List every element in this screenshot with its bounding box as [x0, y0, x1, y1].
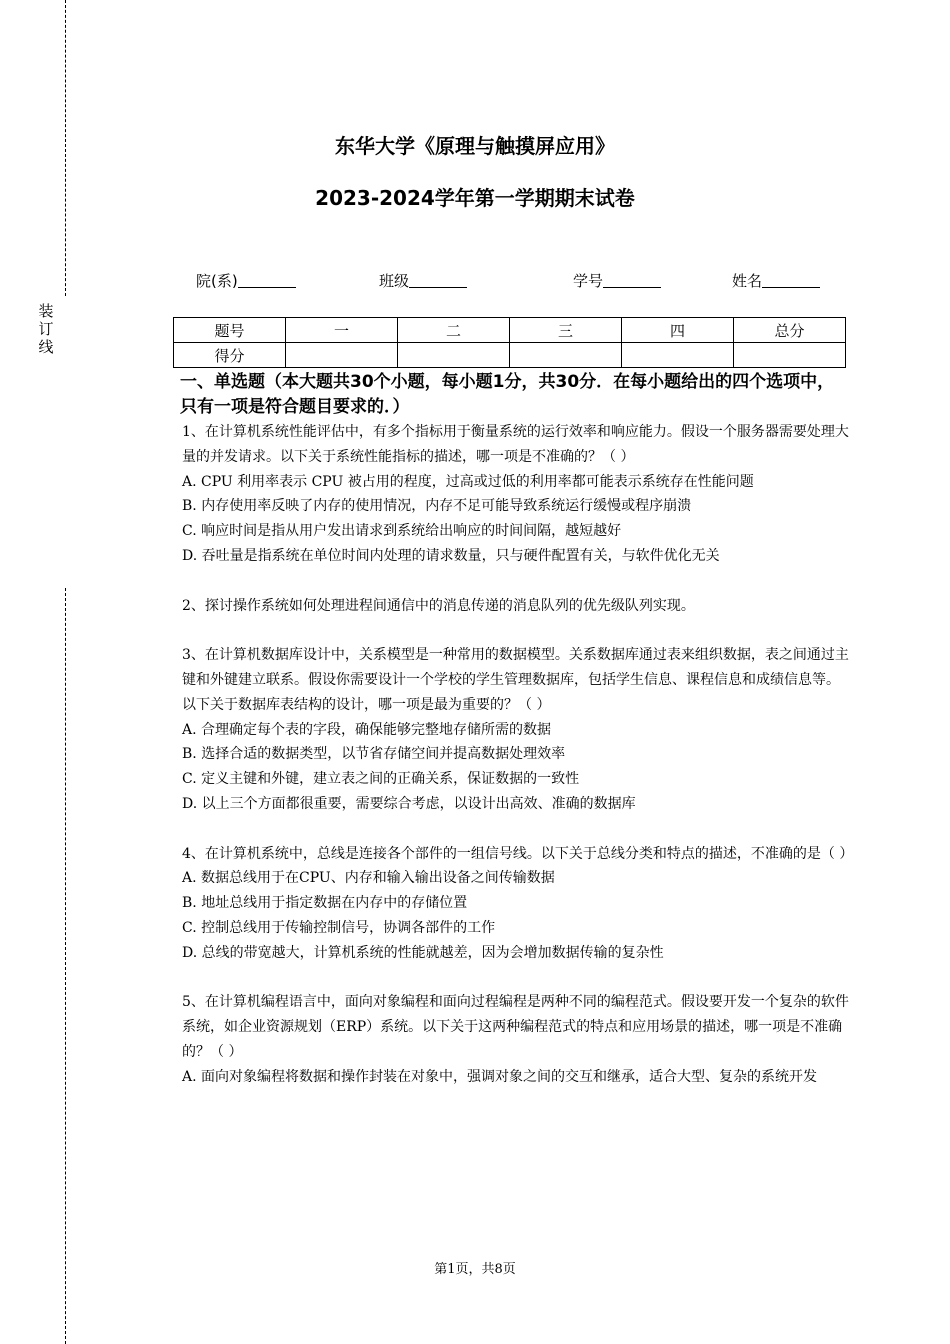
score-cell[interactable] [622, 343, 734, 368]
paragraph-gap [182, 966, 850, 991]
binding-label: 装订线 [38, 302, 54, 356]
department-label: 院(系) [196, 272, 238, 290]
score-header-cell: 总分 [734, 318, 846, 343]
question-option: D. 以上三个方面都很重要，需要综合考虑，以设计出高效、准确的数据库 [182, 795, 636, 812]
score-header-cell: 三 [510, 318, 622, 343]
department-blank[interactable] [238, 273, 296, 288]
department-field [196, 270, 296, 291]
question-option: C. 定义主键和外键，建立表之间的正确关系，保证数据的一致性 [182, 771, 580, 788]
paragraph-gap [182, 569, 850, 594]
class-label: 班级 [379, 272, 410, 290]
score-header-cell: 题号 [174, 318, 286, 343]
student-id-label: 学号 [573, 272, 604, 290]
question-option: C. 控制总线用于传输控制信号，协调各部件的工作 [182, 919, 496, 936]
score-cell[interactable] [398, 343, 510, 368]
score-header-cell: 二 [398, 318, 510, 343]
exam-title: 东华大学《原理与触摸屏应用》 [335, 134, 615, 158]
score-cell[interactable] [286, 343, 398, 368]
question-stem: 5、在计算机编程语言中，面向对象编程和面向过程编程是两种不同的编程范式。假设要开发一个复杂的软件系统，如企业资源规划（ERP）系统。以下关于这两种编程范式的特点和应用场景的描述，哪一项是不准确的？（ ） [182, 994, 849, 1060]
question-option: A. 合理确定每个表的字段，确保能够完整地存储所需的数据 [182, 721, 552, 738]
binding-dashed-line-bottom [65, 588, 66, 1344]
section-heading: 一、单选题（本大题共30个小题，每小题1分，共30分．在每小题给出的四个选项中，只有一项是符合题目要求的．） [180, 372, 835, 417]
paragraph-gap [182, 817, 850, 842]
score-table-header-row [174, 318, 846, 343]
question-option: B. 地址总线用于指定数据在内存中的存储位置 [182, 895, 468, 912]
student-id-blank[interactable] [603, 273, 661, 288]
score-header-cell: 一 [286, 318, 398, 343]
question-option: B. 选择合适的数据类型，以节省存储空间并提高数据处理效率 [182, 746, 566, 763]
question-option: D. 吞吐量是指系统在单位时间内处理的请求数量，只与硬件配置有关，与软件优化无关 [182, 547, 720, 564]
question-stem: 4、在计算机系统中，总线是连接各个部件的一组信号线。以下关于总线分类和特点的描述，不准确的是（ ） [182, 845, 854, 862]
student-id-field [573, 270, 661, 291]
questions-area [182, 420, 854, 1090]
score-table-score-row [174, 343, 846, 368]
score-cell[interactable] [510, 343, 622, 368]
page-footer: 第1页，共8页 [434, 1262, 516, 1277]
score-row-label: 得分 [174, 343, 286, 368]
score-header-cell: 四 [622, 318, 734, 343]
name-field [732, 270, 820, 291]
exam-subtitle: 2023-2024学年第一学期期末试卷 [315, 186, 635, 210]
question-option: A. 面向对象编程将数据和操作封装在对象中，强调对象之间的交互和继承，适合大型、复杂的系统开发 [182, 1068, 818, 1085]
question-option: A. 数据总线用于在CPU、内存和输入输出设备之间传输数据 [182, 870, 555, 887]
score-table [173, 317, 846, 368]
question-stem: 2、探讨操作系统如何处理进程间通信中的消息传递的消息队列的优先级队列实现。 [182, 597, 695, 614]
name-blank[interactable] [762, 273, 820, 288]
question-stem: 1、在计算机系统性能评估中，有多个指标用于衡量系统的运行效率和响应能力。假设一个服务器需要处理大量的并发请求。以下关于系统性能指标的描述，哪一项是不准确的？（ ） [182, 424, 849, 465]
question-option: C. 响应时间是指从用户发出请求到系统给出响应的时间间隔，越短越好 [182, 523, 622, 540]
score-cell[interactable] [734, 343, 846, 368]
name-label: 姓名 [732, 272, 763, 290]
paragraph-gap [182, 618, 850, 643]
question-option: B. 内存使用率反映了内存的使用情况，内存不足可能导致系统运行缓慢或程序崩溃 [182, 498, 692, 515]
question-option: D. 总线的带宽越大，计算机系统的性能就越差，因为会增加数据传输的复杂性 [182, 944, 664, 961]
class-blank[interactable] [409, 273, 467, 288]
question-option: A. CPU 利用率表示 CPU 被占用的程度，过高或过低的利用率都可能表示系统存在性能问题 [182, 473, 754, 490]
class-field [379, 270, 467, 291]
question-stem: 3、在计算机数据库设计中，关系模型是一种常用的数据模型。关系数据库通过表来组织数据，表之间通过主键和外键建立联系。假设你需要设计一个学校的学生管理数据库，包括学生信息、课程信息和成绩信息等。以下关于数据库表结构的设计，哪一项是最为重要的？（ ） [182, 647, 849, 713]
